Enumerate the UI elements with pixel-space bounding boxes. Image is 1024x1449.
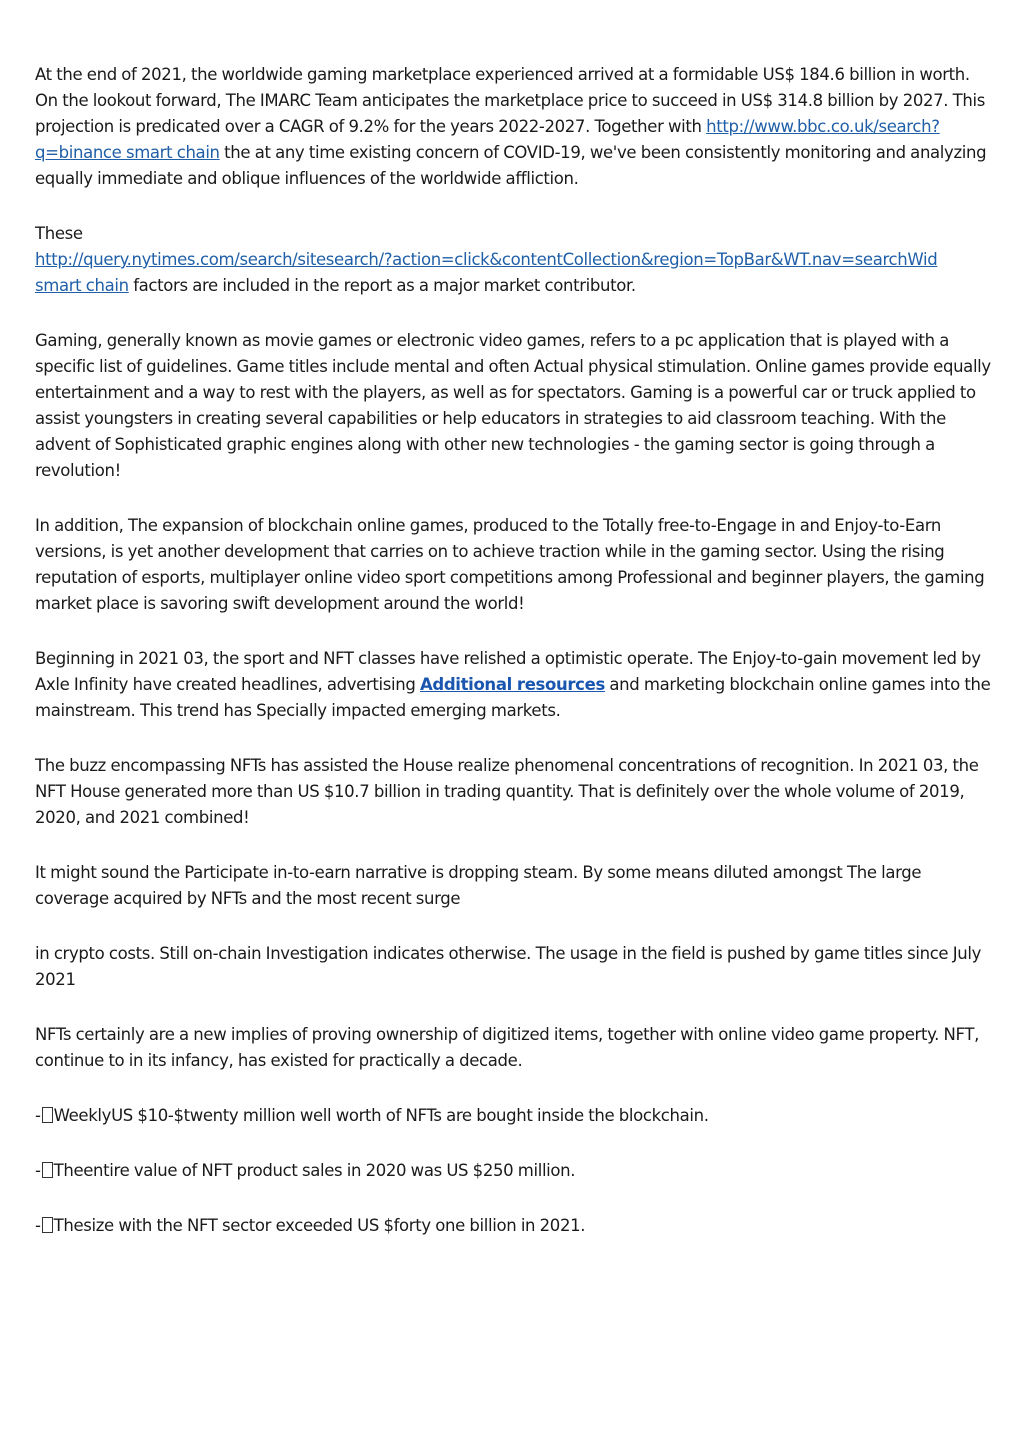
paragraph-gaming-definition: Gaming, generally known as movie games or electronic video games, refers to a pc application that is played with a specific list of guidelines. Game titles include mental and often Actual physical stimulation. Online games provide equally entertainment and a way to rest with the players, as well as for spectators. Gaming is a powerful car or truck applied to assist youngsters in creating several capabilities or help educators in strategies to aid classroom teaching. With the advent of Sophisticated graphic engines along with other new technologies - the gaming sector is going through a revolution! (35, 331, 991, 480)
missing-glyph-icon (42, 1217, 53, 1233)
bullet-item (35, 1103, 993, 1129)
paragraph-text: factors are included in the report as a major market contributor. (128, 276, 636, 295)
bullet-text: entire value of NFT product sales in 2020 was US $250 million. (83, 1161, 576, 1180)
bullet-text: US $10-$twenty million well worth of NFTs are bought inside the blockchain. (111, 1106, 709, 1125)
bullet-text: size with the NFT sector exceeded US $forty one billion in 2021. (83, 1216, 586, 1235)
additional-resources-link[interactable]: Additional resources (419, 675, 605, 694)
bullet-lead: The (53, 1216, 84, 1235)
bullet-lead: The (53, 1161, 84, 1180)
missing-glyph-icon (42, 1162, 53, 1178)
paragraph-factors (35, 221, 993, 299)
bullet-item (35, 1213, 993, 1239)
paragraph-blockchain-expansion: In addition, The expansion of blockchain online games, produced to the Totally free-to-Engage in and Enjoy-to-Earn versions, is yet another development that carries on to achieve traction while in the gaming sector. Using the rising reputation of esports, multiplayer online video sport competitions among Professional and beginner players, the gaming market place is savoring swift development around the world! (35, 516, 985, 613)
bullet-item (35, 1158, 993, 1184)
paragraph-play-to-earn (35, 646, 993, 724)
paragraph-text: and marketing blockchain online games into the mainstream. This trend has Specially impacted emerging markets. (35, 675, 991, 720)
paragraph-text: These (35, 224, 83, 243)
paragraph-nft-ownership: NFTs certainly are a new implies of proving ownership of digitized items, together with online video game property. NFT, continue to in its infancy, has existed for practically a decade. (35, 1025, 980, 1070)
bullet-dash: - (35, 1216, 41, 1235)
paragraph-text: At the end of 2021, the worldwide gaming marketplace experienced arrived at a formidable US$ 184.6 billion in worth. On the lookout forward, The IMARC Team anticipates the marketplace price to succeed in US$ 314.8 billion by 2027. This projection is predicated over a CAGR of 9.2% for the years 2022-2027. Together with (35, 65, 985, 136)
paragraph-market-size (35, 62, 993, 192)
paragraph-text: Beginning in 2021 03, the sport and NFT classes have relished a optimistic operate. The Enjoy-to-gain movement led by Axle Infinity have created headlines, advertising (35, 649, 981, 694)
bbc-search-link[interactable]: http://www.bbc.co.uk/search?q=binance smart chain (35, 117, 940, 162)
paragraph-nft-buzz: The buzz encompassing NFTs has assisted the House realize phenomenal concentrations of recognition. In 2021 03, the NFT House generated more than US $10.7 billion in trading quantity. That is definitely over the whole volume of 2019, 2020, and 2021 combined! (35, 756, 979, 827)
bullet-dash: - (35, 1106, 41, 1125)
bullet-dash: - (35, 1161, 41, 1180)
link-line-2: smart chain (35, 276, 129, 295)
paragraph-onchain: in crypto costs. Still on-chain Investigation indicates otherwise. The usage in the field is pushed by game titles since July 2021 (35, 944, 981, 989)
paragraph-narrative: It might sound the Participate in-to-earn narrative is dropping steam. By some means diluted amongst The large coverage acquired by NFTs and the most recent surge (35, 863, 922, 908)
link-line-1: http://query.nytimes.com/search/sitesearch/?action=click&contentCollection&region=TopBar&WT.nav=searchWid (35, 250, 938, 269)
paragraph-text: the at any time existing concern of COVID-19, we've been consistently monitoring and analyzing equally immediate and oblique influences of the worldwide affliction. (35, 143, 987, 188)
document-body (35, 62, 993, 1268)
missing-glyph-icon (42, 1107, 53, 1123)
bullet-lead: Weekly (53, 1106, 112, 1125)
